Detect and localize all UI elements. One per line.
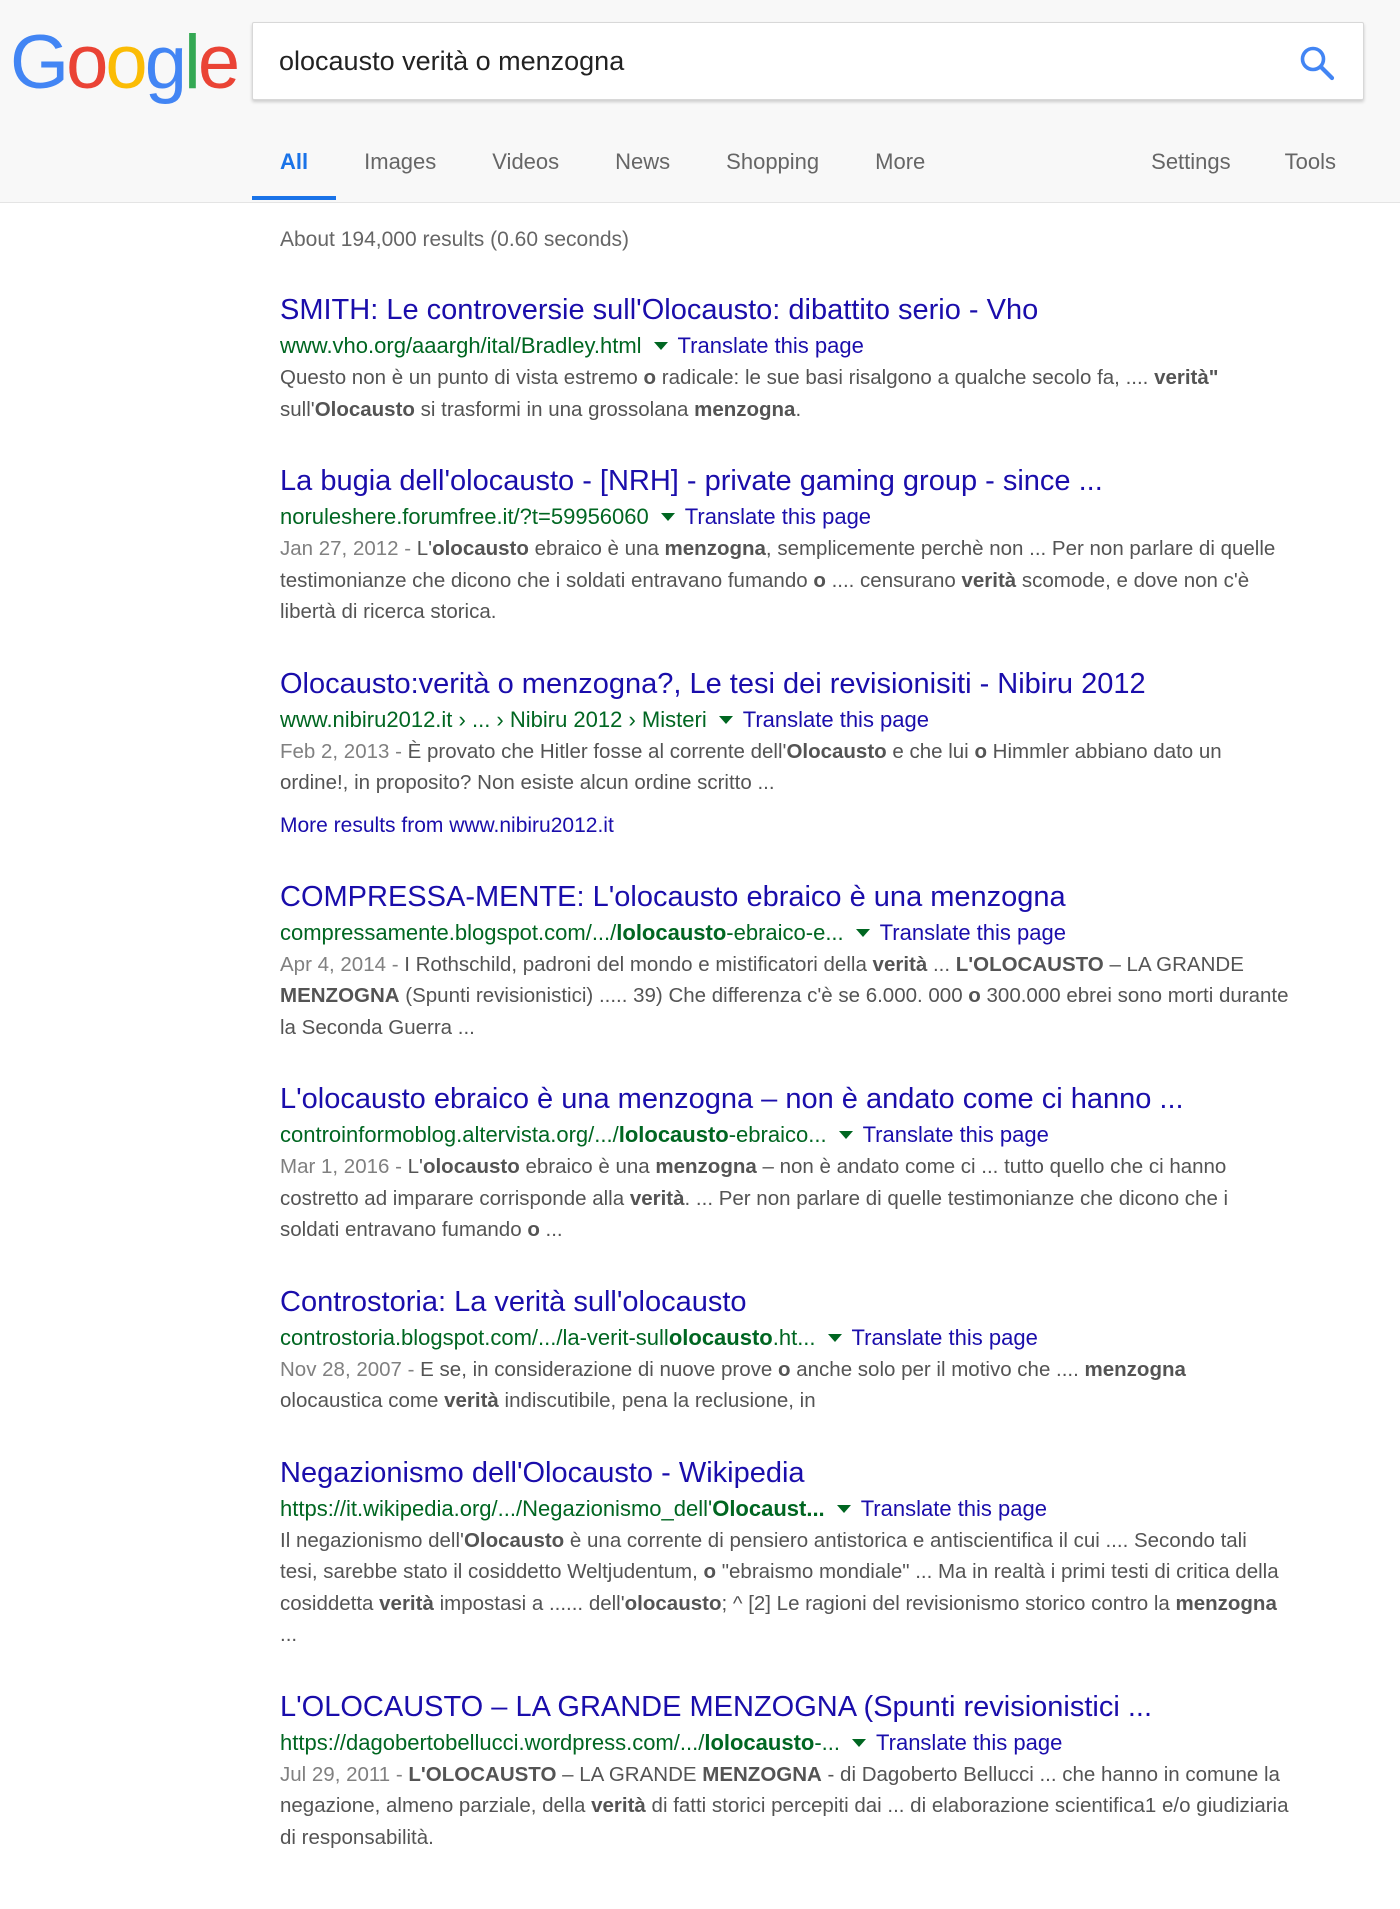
snippet-segment: impostasi a ...... dell' (433, 1591, 625, 1615)
snippet-segment: o (778, 1357, 791, 1381)
snippet-segment: È provato che Hitler fosse al corrente dell' (407, 739, 787, 763)
snippet-segment: 300.000 ebrei sono morti durante la Seconda Guerra ... (280, 984, 1289, 1039)
result-title-link[interactable]: Olocausto:verità o menzogna?, Le tesi dei revisionisiti - Nibiru 2012 (280, 667, 1146, 700)
result-url-line (280, 1322, 1300, 1354)
result-snippet (280, 1151, 1290, 1246)
date-separator: - (389, 1155, 408, 1178)
snippet-segment: anche solo per il motivo che .... (790, 1357, 1085, 1381)
translate-link[interactable]: Translate this page (862, 1122, 1049, 1147)
result-title-link[interactable]: SMITH: Le controversie sull'Olocausto: dibattito serio - Vho (280, 294, 1039, 326)
snippet-segment: menzogna (694, 397, 796, 421)
snippet-segment: olocausto (624, 1591, 722, 1615)
search-input[interactable] (279, 35, 1259, 87)
results-stats: About 194,000 results (0.60 seconds) (280, 228, 630, 251)
snippet-segment: Il negazionismo dell' (280, 1528, 464, 1552)
url-segment: -ebraico... (728, 1122, 827, 1147)
result-url-line (280, 704, 1300, 736)
url-segment: Olocaust... (712, 1495, 825, 1521)
caret-down-icon[interactable] (852, 1739, 866, 1747)
result-url-line (280, 917, 1300, 949)
url-segment: -ebraico-e... (726, 919, 844, 945)
snippet-segment: o (813, 568, 826, 592)
snippet-segment: MENZOGNA (280, 984, 400, 1007)
result-snippet (280, 949, 1290, 1044)
url-segment: .ht... (772, 1324, 816, 1350)
search-icon (1297, 43, 1337, 83)
snippet-segment: "ebraismo mondiale" ... Ma in realtà i primi testi di critica della cosiddetta (280, 1560, 1279, 1615)
snippet-segment: – LA GRANDE (556, 1762, 703, 1786)
translate-link[interactable]: Translate this page (684, 504, 872, 529)
result-title-link[interactable]: La bugia dell'olocausto - [NRH] - private gaming group - since ... (280, 465, 1103, 497)
translate-link[interactable]: Translate this page (879, 919, 1066, 945)
caret-down-icon[interactable] (856, 929, 870, 937)
snippet-segment: olocausto (422, 1155, 520, 1178)
translate-link[interactable]: Translate this page (860, 1495, 1047, 1521)
snippet-segment: di fatti storici percepiti dai ... di elaborazione scientifica1 e/o giudiziaria di responsabilità. (280, 1794, 1289, 1849)
logo-letter: G (10, 20, 67, 105)
search-result (280, 1079, 1300, 1246)
result-title-link[interactable]: L'olocausto ebraico è una menzogna – non è andato come ci hanno ... (280, 1083, 1184, 1115)
translate-link[interactable]: Translate this page (851, 1324, 1038, 1350)
search-result (280, 877, 1300, 1044)
date-separator: - (389, 739, 408, 763)
result-snippet (280, 1759, 1290, 1854)
snippet-segment: L'OLOCAUSTO (955, 952, 1104, 976)
snippet-segment: radicale: le sue basi risalgono a qualche secolo fa, .... (656, 366, 1155, 389)
snippet-segment: verità (591, 1794, 646, 1817)
snippet-segment: L' (407, 1155, 423, 1178)
snippet-segment: . ... Per non parlare di quelle testimonianze che dicono che i soldati entravano fumando (280, 1186, 1229, 1241)
search-result (280, 461, 1300, 628)
result-snippet (280, 533, 1290, 628)
search-options (1097, 140, 1336, 200)
caret-down-icon[interactable] (654, 342, 668, 350)
result-url-line (280, 330, 1300, 362)
date-separator: - (401, 1357, 421, 1381)
tab-settings[interactable]: Settings (1151, 149, 1231, 174)
snippet-segment: I Rothschild, padroni del mondo e mistificatori della (404, 952, 873, 976)
snippet-segment: è una corrente di pensiero antistorica e antiscientifica il cui .... Secondo tali tesi, sarebbe stato il cosiddetto Weltjudentum, (280, 1528, 1247, 1583)
url-segment: noruleshere.forumfree.it/?t=59956060 (280, 504, 649, 529)
result-url-line (280, 501, 1300, 533)
date-separator: - (386, 952, 405, 976)
result-url-line (280, 1727, 1300, 1759)
search-box (252, 22, 1364, 100)
header-bar (0, 0, 1400, 203)
result-title-link[interactable]: Controstoria: La verità sull'olocausto (280, 1285, 747, 1318)
url-segment: controstoria.blogspot.com/.../la-verit-sull (280, 1324, 669, 1350)
result-url (280, 704, 707, 736)
snippet-segment: Himmler abbiano dato un ordine!, in proposito? Non esiste alcun ordine scritto ... (280, 739, 1222, 794)
snippet-segment: MENZOGNA (702, 1762, 822, 1786)
result-url-line (280, 1493, 1300, 1525)
url-segment: www.vho.org/aaargh/ital/Bradley.html (280, 333, 642, 358)
snippet-segment: o (643, 366, 657, 389)
snippet-segment: ; ^ [2] Le ragioni del revisionismo storico contro la (721, 1591, 1176, 1615)
result-url (280, 501, 649, 533)
snippet-segment: menzogna (1084, 1357, 1186, 1381)
search-result (280, 290, 1300, 425)
tab-tools[interactable]: Tools (1284, 149, 1336, 174)
snippet-segment: sull' (280, 397, 315, 421)
result-snippet (280, 1525, 1290, 1651)
snippet-segment: ... (927, 952, 956, 976)
result-title-link[interactable]: Negazionismo dell'Olocausto - Wikipedia (280, 1456, 805, 1489)
translate-link[interactable]: Translate this page (742, 706, 929, 732)
tab-images[interactable]: Images (364, 149, 437, 174)
search-result (280, 1282, 1300, 1417)
result-snippet (280, 362, 1290, 425)
tab-news[interactable]: News (615, 149, 671, 174)
tab-more[interactable]: More (875, 149, 926, 174)
snippet-segment: verità (379, 1591, 434, 1615)
snippet-segment: o (703, 1560, 717, 1583)
result-url (280, 330, 642, 362)
search-result (280, 1687, 1300, 1854)
snippet-segment: – non è andato come ci ... tutto quello che ci hanno costretto ad imparare corrisponde alla (280, 1155, 1227, 1210)
tab-all[interactable]: All (280, 140, 308, 200)
result-url-line (280, 1119, 1300, 1151)
date-separator: - (390, 1762, 409, 1786)
result-title-link[interactable]: COMPRESSA-MENTE: L'olocausto ebraico è una menzogna (280, 880, 1066, 913)
date-separator: - (398, 537, 417, 560)
logo-letter: o (105, 20, 145, 105)
snippet-segment: ... (539, 1218, 563, 1241)
snippet-segment: verità (629, 1186, 685, 1210)
url-segment: compressamente.blogspot.com/.../ (280, 919, 617, 945)
snippet-segment: o (974, 739, 987, 763)
snippet-segment: .... censurano (825, 568, 962, 592)
result-url (280, 1493, 825, 1525)
snippet-segment: menzogna (664, 537, 766, 560)
url-segment: lolocausto (618, 1122, 729, 1147)
snippet-segment: L' (416, 537, 433, 560)
snippet-segment: e che lui (886, 739, 975, 763)
snippet-segment: ebraico è una (519, 1155, 656, 1178)
url-segment: https://it.wikipedia.org/.../Negazionismo_dell' (280, 1495, 713, 1521)
google-logo[interactable] (10, 18, 237, 108)
search-button[interactable] (1297, 43, 1337, 83)
translate-link[interactable]: Translate this page (677, 333, 864, 358)
result-date: Jul 29, 2011 (280, 1762, 391, 1786)
logo-letter: g (144, 20, 184, 105)
snippet-segment: (Spunti revisionistici) ..... 39) Che differenza c'è se 6.000. 000 (399, 984, 969, 1007)
snippet-segment: olocaustica come (280, 1389, 445, 1412)
snippet-segment: o (527, 1218, 540, 1241)
snippet-segment: L'OLOCAUSTO (408, 1762, 557, 1786)
result-snippet (280, 1354, 1290, 1417)
snippet-segment: olocausto (432, 537, 529, 560)
search-tabs (252, 140, 981, 202)
result-url (280, 917, 844, 949)
snippet-segment: menzogna (655, 1155, 757, 1178)
caret-down-icon[interactable] (839, 1131, 853, 1139)
snippet-segment: , semplicemente perchè non ... Per non parlare di quelle testimonianze che dicono che i soldati entravano fumando (280, 537, 1276, 592)
results-list (280, 290, 1300, 1853)
tab-videos[interactable]: Videos (492, 149, 560, 174)
result-snippet (280, 736, 1290, 799)
translate-link[interactable]: Translate this page (876, 1729, 1063, 1755)
snippet-segment: Olocausto (786, 739, 887, 763)
url-segment: -... (814, 1729, 841, 1755)
result-date: Jan 27, 2012 (280, 537, 399, 560)
snippet-segment: menzogna (1175, 1591, 1277, 1615)
caret-down-icon[interactable] (661, 513, 675, 521)
url-segment: lolocausto (704, 1729, 815, 1755)
result-date: Apr 4, 2014 (280, 952, 386, 976)
url-segment: olocausto (668, 1324, 773, 1350)
result-date: Mar 1, 2016 (280, 1155, 390, 1178)
url-segment: https://dagobertobellucci.wordpress.com/.../ (280, 1729, 705, 1755)
result-url (280, 1119, 827, 1151)
logo-letter: e (197, 20, 238, 105)
url-segment: controinformoblog.altervista.org/.../ (280, 1122, 619, 1147)
search-result (280, 1453, 1300, 1651)
logo-letter: l (183, 20, 198, 105)
result-title-link[interactable]: L'OLOCAUSTO – LA GRANDE MENZOGNA (Spunti revisionistici ... (280, 1690, 1153, 1723)
snippet-segment: si trasformi in una grossolana (414, 397, 695, 421)
url-segment: lolocausto (616, 919, 727, 945)
caret-down-icon[interactable] (828, 1334, 842, 1342)
caret-down-icon[interactable] (837, 1505, 851, 1513)
snippet-segment: o (968, 984, 981, 1007)
snippet-segment: – LA GRANDE (1103, 952, 1244, 976)
more-results-link[interactable]: More results from www.nibiru2012.it (280, 813, 614, 837)
snippet-segment: Olocausto (463, 1528, 565, 1552)
snippet-segment: verità (872, 952, 928, 976)
result-date: Feb 2, 2013 (280, 739, 390, 763)
snippet-segment: - di Dagoberto Bellucci ... che hanno in comune la negazione, almeno parziale, della (280, 1762, 1280, 1817)
snippet-segment: indiscutibile, pena la reclusione, in (498, 1389, 816, 1412)
logo-letter: o (66, 20, 106, 105)
snippet-segment: ... (280, 1623, 298, 1646)
snippet-segment: scomode, e dove non c'è libertà di ricerca storica. (280, 568, 1250, 623)
snippet-segment: verità (444, 1389, 499, 1412)
result-url (280, 1727, 840, 1759)
snippet-segment: Questo non è un punto di vista estremo (280, 366, 644, 389)
snippet-segment: verità" (1154, 366, 1219, 389)
snippet-segment: Olocausto (314, 397, 415, 421)
search-result (280, 664, 1300, 841)
result-url (280, 1322, 816, 1354)
tab-shopping[interactable]: Shopping (726, 149, 820, 174)
snippet-segment: verità (961, 568, 1017, 592)
snippet-segment: . (795, 397, 802, 421)
url-segment: www.nibiru2012.it › ... › Nibiru 2012 › Misteri (280, 706, 707, 732)
caret-down-icon[interactable] (719, 716, 733, 724)
result-date: Nov 28, 2007 (280, 1357, 402, 1381)
snippet-segment: ebraico è una (528, 537, 665, 560)
snippet-segment: E se, in considerazione di nuove prove (420, 1357, 779, 1381)
